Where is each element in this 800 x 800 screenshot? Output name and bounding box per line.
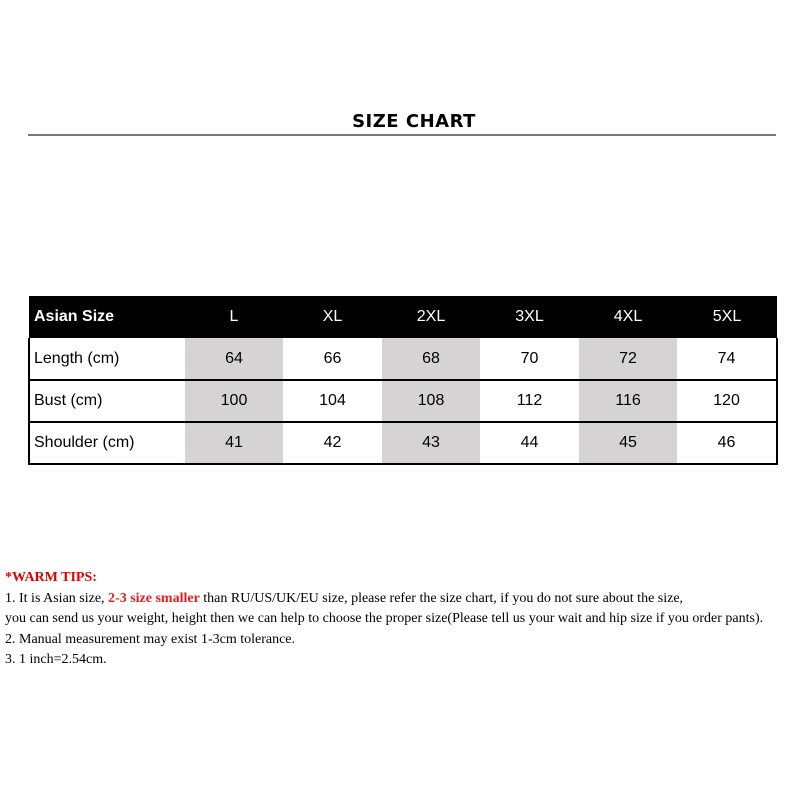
table-cell: 46 [677,422,777,464]
table-row [29,422,777,464]
size-header-cell: L [185,296,283,338]
size-header-cell: 3XL [480,296,579,338]
table-row [29,380,777,422]
warm-tips-heading: *WARM TIPS: [5,570,97,585]
table-cell: 100 [185,380,283,422]
tip-3: 3. 1 inch=2.54cm. [5,652,107,667]
warm-tips [5,568,800,671]
table-cell: 116 [579,380,677,422]
row-label: Shoulder (cm) [29,422,185,464]
table-cell: 70 [520,349,539,367]
size-smaller-highlight: 2-3 size smaller [108,590,200,606]
table-cell: 74 [677,338,777,380]
table-cell: 42 [323,434,342,451]
table-cell: 68 [382,338,480,380]
table-cell: 43 [382,422,480,464]
table-cell: 44 [520,434,539,451]
table-cell: 104 [319,392,346,409]
asian-size-label: Asian Size [29,296,185,338]
table-cell: 64 [185,338,283,380]
size-header-cell: XL [283,296,382,338]
size-chart-title: SIZE CHART [352,111,476,132]
title-divider [28,134,776,136]
tip-1-prefix: 1. It is Asian size, [5,590,109,606]
size-header-row [29,296,777,338]
table-row [29,338,777,380]
table-cell: 66 [323,349,342,367]
tip-1 [5,589,800,610]
table-cell: 108 [382,380,480,422]
tip-2: 2. Manual measurement may exist 1-3cm tolerance. [5,631,296,647]
tip-1-continued: you can send us your weight, height then we can help to choose the proper size(Please tell us your wait and hip size if you order pants). [5,611,764,626]
size-table [28,296,778,465]
tip-1-suffix: than RU/US/UK/EU size, please refer the size chart, if you do not sure about the size, [199,590,684,606]
table-cell: 72 [579,338,677,380]
table-cell: 120 [677,380,777,422]
row-label: Bust (cm) [29,380,185,422]
size-header-cell: 5XL [677,296,777,338]
table-cell: 112 [516,392,543,409]
table-cell: 45 [579,422,677,464]
size-header-cell: 2XL [382,296,480,338]
row-label: Length (cm) [29,338,185,380]
table-cell: 41 [185,422,283,464]
size-header-cell: 4XL [579,296,677,338]
